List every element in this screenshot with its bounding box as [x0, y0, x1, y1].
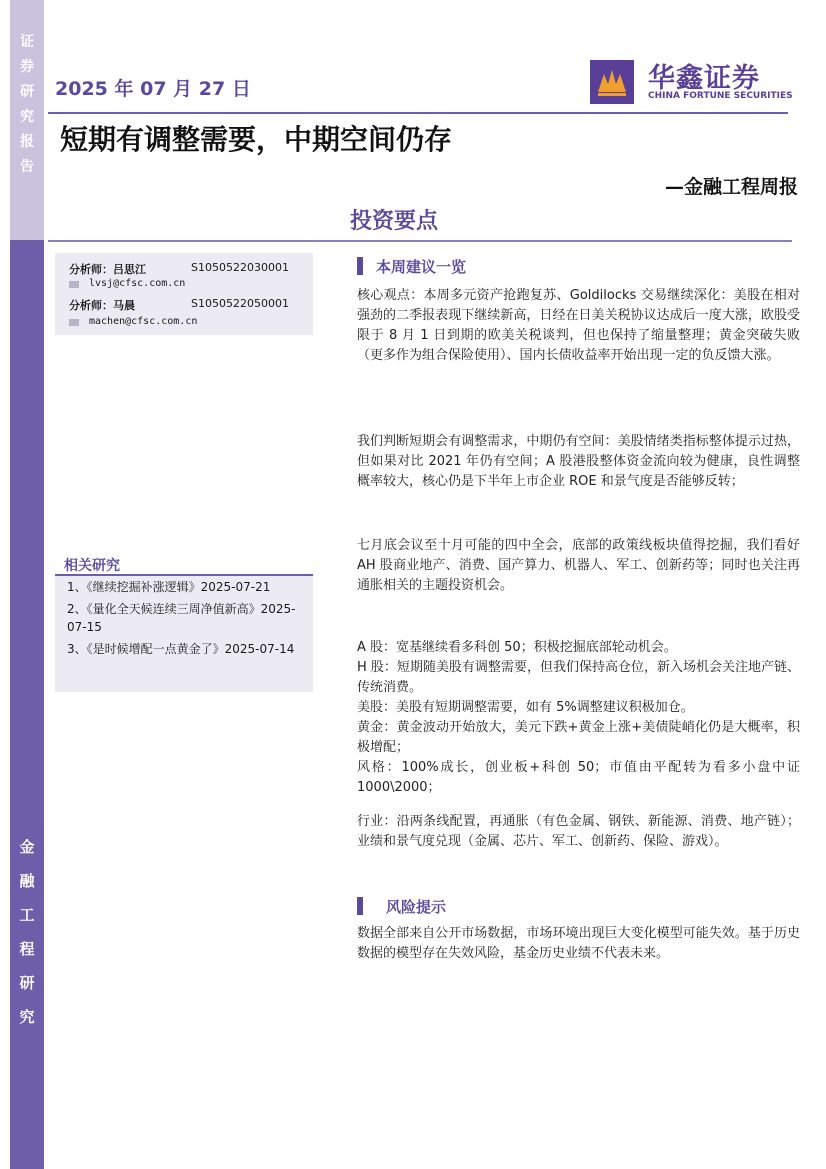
section-heading: 投资要点 [350, 208, 439, 234]
related-research-panel [55, 576, 313, 692]
section-marker-icon [357, 257, 363, 275]
asset-allocation-paragraph: A 股：宽基继续看多科创 50；积极挖掘底部轮动机会。 H 股：短期随美股有调整需要，但我们保持高仓位，新入场机会关注地产链、传统消费。 美股：美股有短期调整需要，如有 5%调整建议积极加仓。 黄金：黄金波动开始放大，美元下跌+黄金上涨+美债陡峭化仍是大概率，积极增配； 风格：100%成长，创业板+科创 50；市值由平配转为看多小盘中证 1000\2000； [357, 640, 800, 795]
company-logo [590, 56, 793, 106]
page-title: 短期有调整需要，中期空间仍存 [60, 123, 453, 156]
section-marker-icon [357, 897, 363, 915]
related-item[interactable]: 1、《继续挖掘补涨逻辑》2025-07-21 [67, 580, 271, 594]
mail-icon [69, 319, 79, 326]
core-view-paragraph: 核心观点：本周多元资产抢跑复苏、Goldilocks 交易继续深化：美股在相对强劲的二季报表现下继续新高，日经在日美关税协议达成后一度大涨，欧股受限于 8 月 1 日到期的欧美关税谈判，但也保持了缩量整理；黄金突破失败（更多作为组合保险使用）、国内长债收益率开始出现一定的负反馈大涨。 [357, 288, 800, 363]
analyst-panel [55, 253, 313, 335]
analyst-1: 分析师：吕思江 S1050522030001 [69, 261, 289, 276]
analyst-2: 分析师：马晨 S1050522050001 [69, 297, 289, 312]
policy-paragraph: 七月底会议至十月可能的四中全会，底部的政策线板块值得挖掘，我们看好 AH 股商业地产、消费、国产算力、机器人、军工、创新药等；同时也关注再通胀相关的主题投资机会。 [357, 538, 800, 593]
related-research-title: 相关研究 [64, 558, 120, 574]
analyst-2-email[interactable]: machen@cfsc.com.cn [89, 316, 198, 327]
sidebar-label-bottom: 金 融 工 程 研 究 [19, 838, 35, 1026]
logo-mark-icon [590, 60, 634, 104]
related-research-list [67, 578, 307, 658]
week-section-title: 本周建议一览 [376, 258, 467, 276]
logo-text-cn: 华鑫证券 [648, 63, 760, 94]
report-date: 2025 年 07 月 27 日 [55, 78, 251, 100]
header-divider [48, 112, 788, 114]
risk-paragraph: 数据全部来自公开市场数据，市场环境出现巨大变化模型可能失效。基于历史数据的模型存在失效风险，基金历史业绩不代表未来。 [357, 926, 800, 961]
analyst-1-email[interactable]: lvsj@cfsc.com.cn [89, 278, 186, 289]
related-item[interactable]: 3、《是时候增配一点黄金了》2025-07-14 [67, 642, 295, 656]
judgement-paragraph: 我们判断短期会有调整需求，中期仍有空间：美股情绪类指标整体提示过热，但如果对比 2021 年仍有空间；A 股港股整体资金流向较为健康，良性调整概率较大，核心仍是下半年上市企业 ROE 和景气度是否能够反转； [357, 434, 800, 489]
sidebar-band [10, 0, 44, 1169]
logo-text-en: CHINA FORTUNE SECURITIES [648, 91, 793, 101]
related-item[interactable]: 2、《量化全天候连续三周净值新高》2025-07-15 [67, 602, 296, 634]
heading-divider [48, 240, 792, 242]
sidebar-label-top: 证 券 研 究 报 告 [20, 34, 34, 175]
page-subtitle: —金融工程周报 [664, 176, 798, 198]
industry-paragraph: 行业：沿两条线配置，再通胀（有色金属、钢铁、新能源、消费、地产链）；业绩和景气度兑现（金属、芯片、军工、创新药、保险、游戏）。 [357, 814, 800, 849]
mail-icon [69, 281, 79, 288]
risk-section-title: 风险提示 [386, 898, 447, 916]
